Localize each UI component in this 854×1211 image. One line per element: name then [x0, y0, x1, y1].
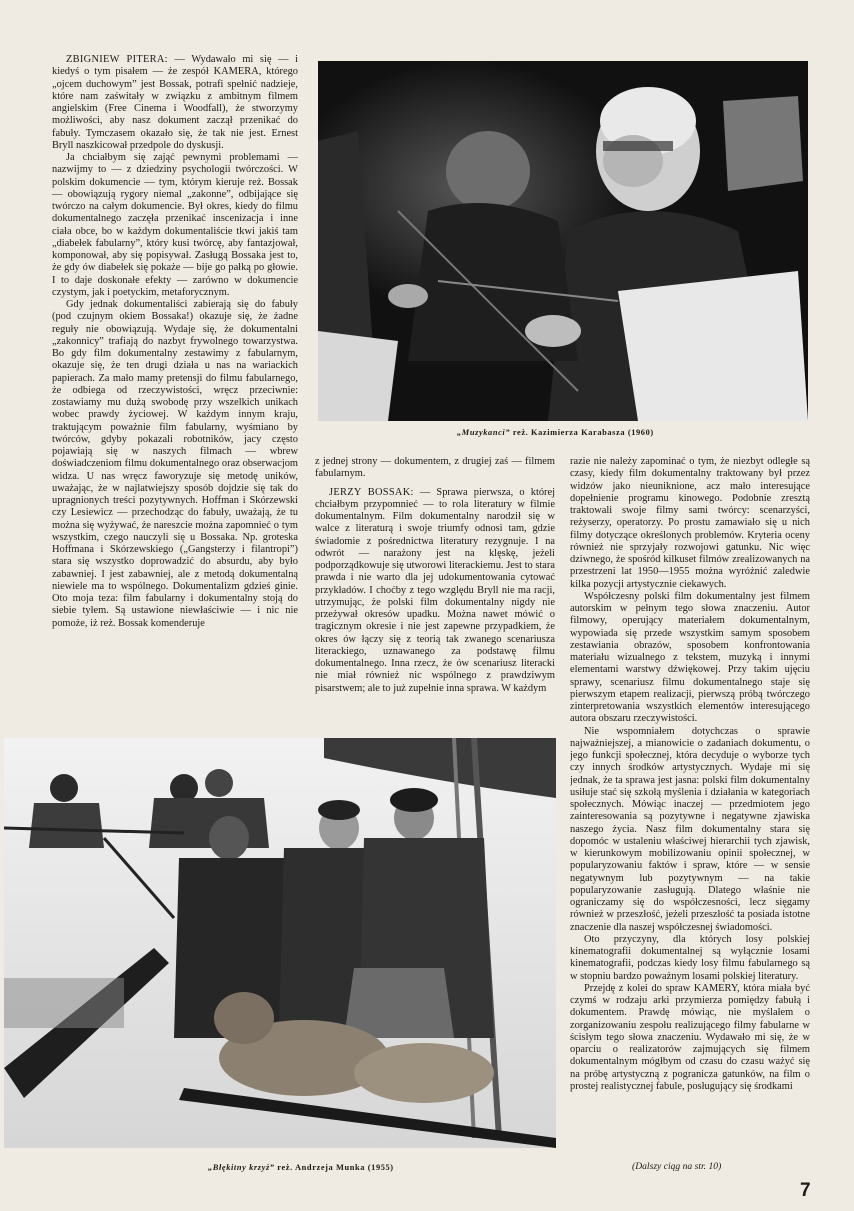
article-paragraph	[570, 591, 810, 726]
caption-blekitny-krzyz-credit: reż. Andrzeja Munka (1955)	[274, 1163, 394, 1172]
caption-muzykanci-title: „Muzykanci”	[457, 428, 511, 437]
paragraph-text: Przejdę z kolei do spraw KAMERY, która miała być czymś w rodzaju arki przymierza pomiędzy fabułą i dokumentem. Prawdę mówiąc, nie myślałem o zorganizowaniu zespołu realizującego filmy fabularne w ścisłym tego słowa znaczeniu. Wydawało mi się, że w oparciu o realizatorów zajmujących się filmem dokumentalnym mógłbym od czasu do czasu ważyć się na próbę artystyczną z pogranicza gatunków, na film o prostej realistycznej fabule, posługujący się środkami	[570, 982, 810, 1092]
photo-blekitny-krzyz	[4, 738, 556, 1148]
continued-on-page: (Dalszy ciąg na str. 10)	[632, 1161, 722, 1172]
speaker-name: JERZY BOSSAK:	[329, 486, 414, 498]
caption-muzykanci	[457, 428, 654, 437]
article-paragraph	[315, 487, 555, 695]
article-column-1	[52, 54, 298, 728]
paragraph-text: — Sprawa pierwsza, o której chciałbym przypomnieć — to rola literatury w filmie dokumentalnym. Film dokumentalny narodził się w walce z literaturą i swoje triumfy odnosi tam, gdzie świadomie z pośrednictwa literatury rezygnuje. I na odwrót — narażony jest na klęskę, jeżeli podporządkowuje się utworowi literackiemu. Jest to stara prawda i nie warto dla jej udokumentowania cytować przykładów. I choćby z tego względu Bryll nie ma racji, utrzymując, że polski film dokumentalny nigdy nie przeżywał okresów upadku. Można nawet mówić o tragicznym okresie i nie jest zapewne przypadkiem, że okres ów łączy się z teorią tak zwanego scenariusza literackiego, uznawanego za podstawę filmu dokumentalnego. Inna rzecz, że ów scenariusz literacki nie miał również nic wspólnego z prawdziwym pisarstwem; ale to już zupełnie inna sprawa. W każdym	[315, 486, 555, 694]
article-paragraph	[52, 152, 298, 299]
article-paragraph	[570, 726, 810, 934]
paragraph-text: z jednej strony — dokumentem, z drugiej zaś — filmem fabularnym.	[315, 456, 555, 480]
speaker-name: ZBIGNIEW PITERA:	[66, 54, 168, 65]
article-paragraph	[570, 983, 810, 1093]
paragraph-text: Nie wspomniałem dotychczas o sprawie najważniejszej, a mianowicie o zadaniach dokumentu, o jego funkcji społecznej, która decyduje o wyborze tych czy innych środków artystycznych. Wydaje mi się jednak, że ta sprawa jest jasna: polski film dokumentalny usiłuje stać się szkołą myślenia i działania w kategoriach społecznych. Mówiąc inaczej — przedmiotem jego zainteresowania są pozytywne i negatywne zjawiska naszego życia. Nasz film dokumentalny stara się dopomóc w ustaleniu właściwej hierarchii tych zjawisk, w kierunkowym mobilizowaniu opinii społecznej, w popularyzowaniu faktów i spraw, które — w sensie negatywnym lub pozytywnym — na takie popularyzowanie zasługują. Dlatego właśnie nie ograniczamy się do współczesności, lecz sięgamy również w przeszłość, jeżeli przeszłość ta posiada istotne znaczenie dla naszej współczesnej świadomości.	[570, 725, 810, 933]
article-paragraph	[570, 456, 810, 591]
article-column-2	[315, 456, 555, 728]
article-paragraph	[52, 299, 298, 630]
page-number: 7	[800, 1180, 811, 1201]
paragraph-text: — Wydawało mi się — i kiedyś o tym pisałem — że zespół KAMERA, którego „ojcem duchowym” jest Bossak, potrafi spełnić nadzieje, które nam zaświtały w związku z ambitnym filmem angielskim (Free Cinema i Woodfall), że stworzymy możliwości, aby nasz dokument zaczął przenikać do fabuły. Tymczasem okazało się, że tak nie jest. Ernest Bryll naszkicował przedpole do dyskusji.	[52, 54, 298, 151]
paragraph-text: Współczesny polski film dokumentalny jest filmem autorskim w pełnym tego słowa znaczeniu. Autor filmowy, operujący materiałem dokumentalnym, wypowiada się przede wszystkim samym sposobem zestawiania obrazów, sposobem konfrontowania materiału wizualnego z tekstem, muzyką i innymi elementami warstwy dźwiękowej. Przy takim ujęciu sprawy, scenariusz filmu dokumentalnego staje się pierwszym etapem realizacji, pierwszą próbą twórczego zinterpretowania wszystkich elementów interesującego autora obszaru rzeczywistości.	[570, 590, 810, 725]
article-paragraph	[52, 54, 298, 152]
caption-muzykanci-credit: reż. Kazimierza Karabasza (1960)	[510, 428, 654, 437]
article-column-3	[570, 456, 810, 1156]
photo-blekitny-krzyz-image	[4, 738, 556, 1148]
photo-muzykanci	[318, 61, 808, 421]
article-paragraph	[315, 456, 555, 481]
paragraph-text: Oto przyczyny, dla których losy polskiej kinematografii dokumentalnej są wyłącznie losami kinematografii, podczas kiedy losy filmu fabularnego są w stopniu bardzo poważnym losami polskiej literatury.	[570, 933, 810, 982]
caption-blekitny-krzyz	[208, 1163, 394, 1172]
photo-muzykanci-image	[318, 61, 808, 421]
article-paragraph	[570, 934, 810, 983]
paragraph-text: razie nie należy zapominać o tym, że niezbyt odległe są czasy, kiedy film dokumentalny traktowany był przez widzów jako nieuniknione, acz mało interesujące dopełnienie programu kinowego. Podobnie zresztą traktowali swoje filmy sami twórcy: scenarzyści, reżyserzy, operatorzy. Po prostu zamawiało się u nich filmy dotyczące określonych problemów. Kryteria oceny również nie sprzyjały rozwojowi gatunku. Nic więc dziwnego, że spośród kilkuset filmów zrealizowanych na przestrzeni lat 1950—1955 można wyróżnić zaledwie kilka pozycji artystycznie ciekawych.	[570, 456, 810, 590]
paragraph-text: Gdy jednak dokumentaliści zabierają się do fabuły (pod czujnym okiem Bossaka!) okazuje się, że żadne reguły nie obowiązują. Wydaje się, że dokumentalni „zakonnicy” trafiają do nazbyt frywolnego towarzystwa. Bo gdy film dokumentalny zestawimy z fabularnym, okazuje się, że ten drugi działa u nas na wariackich papierach. Za mało mamy pretensji do filmu fabularnego, że odbiega od rzeczywistości, wręcz przeciwnie: zostawiamy mu dużą swobodę przy wszelkich unikach wobec prawdy życiowej. W każdym innym kraju, traktującym poważnie film fabularny, wyśmiano by twórców, gdyby pokazali robotników, jacy często pojawiają się w naszych filmach — wbrew doświadczeniom filmu dokumentalnego oraz obserwacjom widza. U nas wręcz faworyzuje się metodę uników, uważając, że w najlatwiejszy sposób dojdzie się tak do upragnionych treści pozytywnych. Hoffman i Skórzewski czy Lesiewicz — przechodząc do fabuły, uważają, że tu można się wyżywać, że nareszcie można zapomnieć o tym wszystkim, czego nauczyli się u Bossaka. Np. groteska Hoffmana i Skórzewskiego („Gangsterzy i filantropi”) stara się wszystko doprowadzić do absurdu, aby było zabawniej. I jest zabawniej, ale z metodą dokumentalną niewiele ma to wspólnego. Dokumentalizm gdzieś ginie. Oto moja teza: film fabularny i dokumentalny stoją do siebie tyłem. Są ustawione niewłaściwie — i nic nie pomoże, iż reż. Bossak komenderuje	[52, 299, 298, 629]
caption-blekitny-krzyz-title: „Błękitny krzyż”	[208, 1163, 275, 1172]
paragraph-text: Ja chciałbym się zająć pewnymi problemami — nazwijmy to — z dziedziny psychologii twórczości. W polskim dokumencie — tym, którym kieruje reż. Bossak — obowiązują rygory niemal „zakonne”, odbijające się twórczo na całym dokumencie. Był okres, kiedy do filmu dokumentalnego zaczęła przenikać inscenizacja i inne ciała obce, bo w każdym dokumentaliście tkwi jakiś tam „diabełek fabularny”, który kusi twórcę, aby fantazjował, komponował, aby się popisywał. Zasługą Bossaka jest to, że gdy ów diabełek się pokaże — bije go pałką po głowie. I to daje doskonałe efekty — zarówno w dokumencie czystym, jak i poetyckim, metaforycznym.	[52, 152, 298, 298]
